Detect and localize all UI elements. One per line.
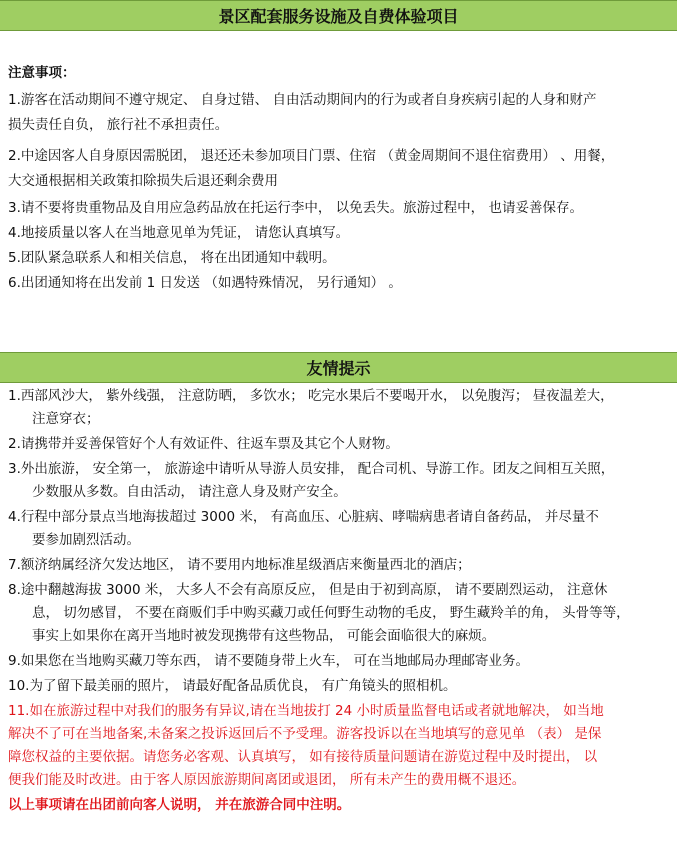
tip-item-11-red-cont-1: 解决不了可在当地备案,未备案之投诉返回后不予受理。游客投诉以在当地填写的意见单 （表） 是保 bbox=[8, 726, 602, 742]
tip-item-8-cont-2: 事实上如果你在离开当地时被发现携带有这些物品， 可能会面临很大的麻烦。 bbox=[32, 628, 496, 644]
tip-item-7: 7.额济纳属经济欠发达地区， 请不要用内地标准星级酒店来衡量西北的酒店； bbox=[8, 557, 471, 573]
tip-item-1-cont: 注意穿衣； bbox=[32, 411, 100, 427]
section-title-facilities: 景区配套服务设施及自费体验项目 bbox=[0, 0, 677, 31]
notice-item-4: 4.地接质量以客人在当地意见单为凭证， 请您认真填写。 bbox=[8, 225, 350, 241]
notice-item-3: 3.请不要将贵重物品及自用应急药品放在托运行李中， 以免丢失。旅游过程中， 也请妥善保存。 bbox=[8, 200, 583, 216]
tip-item-9: 9.如果您在当地购买藏刀等东西， 请不要随身带上火车， 可在当地邮局办理邮寄业务。 bbox=[8, 653, 529, 669]
notice-item-6: 6.出团通知将在出发前 1 日发送 （如遇特殊情况， 另行通知） 。 bbox=[8, 275, 402, 291]
tip-item-4: 4.行程中部分景点当地海拔超过 3000 米， 有高血压、心脏病、哮喘病患者请自备药品， 并尽量不 bbox=[8, 509, 599, 525]
tip-item-11-red: 11.如在旅游过程中对我们的服务有异议,请在当地拔打 24 小时质量监督电话或者就地解决， 如当地 bbox=[8, 703, 604, 719]
tip-item-8: 8.途中翻越海拔 3000 米， 大多人不会有高原反应， 但是由于初到高原， 请不要剧烈运动， 注意休 bbox=[8, 582, 608, 598]
tip-item-11-red-cont-3: 便我们能及时改进。由于客人原因旅游期间离团或退团， 所有未产生的费用概不退还。 bbox=[8, 772, 526, 788]
section-title-friendly-tips: 友情提示 bbox=[0, 352, 677, 383]
tip-item-3: 3.外出旅游， 安全第一， 旅游途中请听从导游人员安排， 配合司机、导游工作。团友之间相互关照， bbox=[8, 461, 615, 477]
tip-item-2: 2.请携带并妥善保管好个人有效证件、往返车票及其它个人财物。 bbox=[8, 436, 399, 452]
notice-item-2: 2.中途因客人自身原因需脱团， 退还还未参加项目门票、住宿 （黄金周期间不退住宿费用） 、用餐， bbox=[8, 148, 615, 164]
footer-note: 以上事项请在出团前向客人说明， 并在旅游合同中注明。 bbox=[8, 797, 351, 813]
notice-item-2-cont: 大交通根据相关政策扣除损失后退还剩余费用 bbox=[8, 173, 278, 189]
tip-item-4-cont: 要参加剧烈活动。 bbox=[32, 532, 140, 548]
notice-heading: 注意事项： bbox=[8, 65, 76, 81]
tip-item-8-cont-1: 息， 切勿感冒， 不要在商贩们手中购买藏刀或任何野生动物的毛皮， 野生藏羚羊的角， 头骨等等， bbox=[32, 605, 630, 621]
tip-item-1: 1.西部风沙大， 紫外线强， 注意防晒， 多饮水； 吃完水果后不要喝开水， 以免腹泻； 昼夜温差大， bbox=[8, 388, 614, 404]
tip-item-11-red-cont-2: 障您权益的主要依据。请您务必客观、认真填写， 如有接待质量问题请在游览过程中及时提出， 以 bbox=[8, 749, 598, 765]
tip-item-3-cont: 少数服从多数。自由活动， 请注意人身及财产安全。 bbox=[32, 484, 347, 500]
notice-item-1-cont: 损失责任自负， 旅行社不承担责任。 bbox=[8, 117, 229, 133]
notice-section bbox=[8, 62, 671, 295]
tip-item-10: 10.为了留下最美丽的照片， 请最好配备品质优良， 有广角镜头的照相机。 bbox=[8, 678, 457, 694]
tips-section bbox=[8, 385, 671, 817]
notice-item-1: 1.游客在活动期间不遵守规定、 自身过错、 自由活动期间内的行为或者自身疾病引起的人身和财产 bbox=[8, 92, 597, 108]
notice-item-5: 5.团队紧急联系人和相关信息， 将在出团通知中载明。 bbox=[8, 250, 336, 266]
